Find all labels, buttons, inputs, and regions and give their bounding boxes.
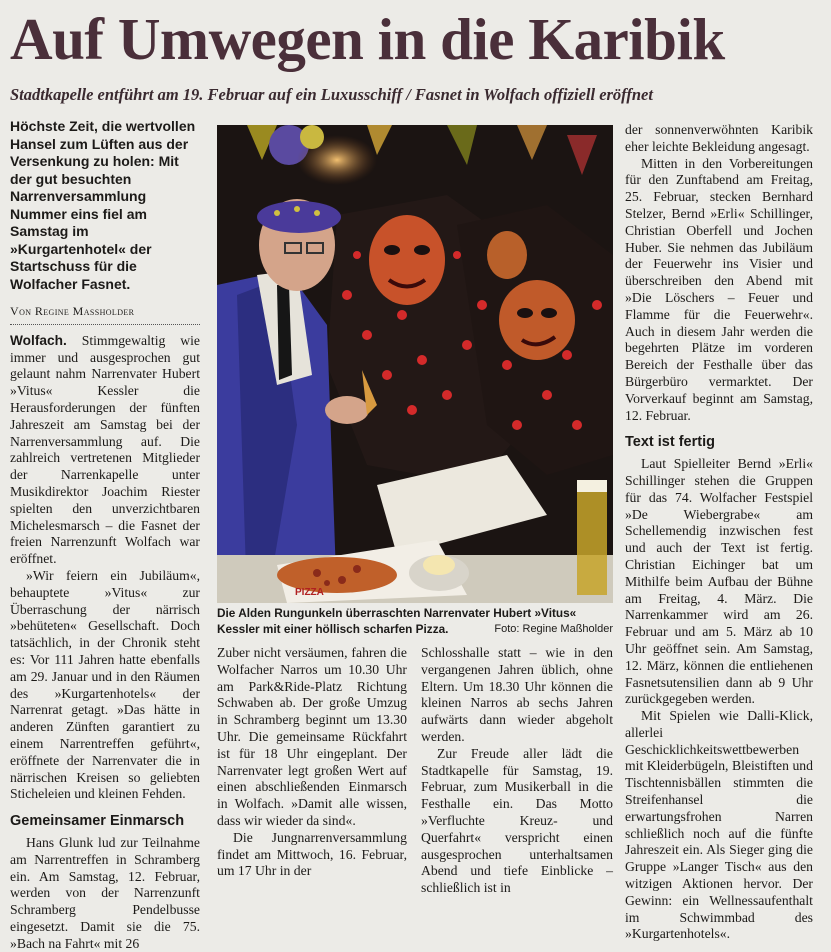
article-column-3 [421,645,613,897]
headline: Auf Umwegen in die Karibik [10,6,725,72]
paragraph: Schlosshalle statt – wie in den vergangenen Jahren üblich, ohne Eltern. Um 18.30 Uhr können die kleinen Narros ab sechs Jahren aufwärts dann wieder abgeholt werden. [421,645,613,744]
paragraph: der sonnenverwöhnten Karibik eher leichte Bekleidung angesagt. [625,122,813,154]
paragraph: Mitten in den Vorbereitungen für den Zunftabend am Freitag, 25. Februar, stecken Bernhard Stelzer, Bernd »Erli« Schillinger, Christian Oberfell und Jochen Huber. Sie nehmen das Jubiläum der Feuerwehr ins Visier und überschreiben den Abend mit »Die Löschers – Feuer und Flamme für die Feuerwehr«. Auch in diesem Jahr werden die begehrten Plätze im vorderen Bereich der Festhalle über das Bürgerbüro vermarktet. Der Vorverkauf beginnt am Samstag, 12. Februar. [625,155,813,423]
article-column-2 [217,645,407,880]
photo-illustration [217,125,613,603]
article-column-4 [625,122,813,943]
byline-author: Regine Massholder [34,304,135,318]
subheadline: Stadtkapelle entführt am 19. Februar auf ein Luxusschiff / Fasnet in Wolfach offiziell eröffnet [10,85,653,104]
paragraph: Die Jungnarrenversammlung findet am Mittwoch, 16. Februar, um 17 Uhr in der [217,829,407,879]
caption-text: Die Alden Rungunkeln überraschten Narrenvater Hubert »Vitus« Kessler mit einer höllisch scharfen Pizza. [217,606,577,636]
lead-paragraph: Höchste Zeit, die wertvollen Hansel zum Lüften aus der Versenkung zu holen: Mit der gut besuchten Narrenversammlung Nummer eins fiel am Samstag im »Kurgartenhotel« der Startschuss für die Wolfacher Fasnet. [10,118,196,292]
paragraph: Laut Spielleiter Bernd »Erli« Schillinger stehen die Gruppen für das 74. Wolfacher Festspiel »De Wiebergrabe« am Schellemendig inzwischen fest und auch der Text ist fertig. Christian Eichinger bat um Mithilfe beim Aufbau der Bühne am Freitag, 4. März. Die Narrenkammer wird am 26. Februar und am 5. März ab 10 Uhr geöffnet sein. Am Samstag, 12. März, können die entliehenen Fasnetsutensilien dann ab 9 Uhr zurückgegeben werden. [625,456,813,707]
section-heading: Text ist fertig [625,434,715,451]
byline [10,303,200,325]
article-column-1 [10,118,200,952]
paragraph: Zur Freude aller lädt die Stadtkapelle für Samstag, 19. Februar, zum Musikerball in die Festhalle ein. Das Motto »Verfluchte Kreuz- und Querfahrt« verspricht einen ausgesprochen unterhaltsamen Abend und tiefe Einblicke – schließlich ist in [421,745,613,896]
paragraph [10,333,200,568]
pizza-box-label: PIZZA [295,587,324,598]
byline-prefix: Von [10,304,32,318]
section-heading: Gemeinsamer Einmarsch [10,813,185,830]
article-photo [217,125,613,603]
paragraph: Hans Glunk lud zur Teilnahme am Narrentreffen in Schramberg ein. Am Samstag, 12. Februar, werden von der Narrenzunft Schramberg Pendelbusse eingesetzt. Damit sie die 75. »Bach na Fahrt« mit 26 [10,834,200,951]
dateline: Wolfach. [10,332,67,348]
photo-caption [217,605,613,637]
paragraph-text: Stimmgewaltig wie immer und ausgesprochen gut gelaunt nahm Narrenvater Hubert »Vitus« Kessler die Herausforderungen der fünften Jahreszeit am Samstag bei der Narrenversammlung auf. Die zahlreich vertretenen Mitglieder der Narrenkapelle unter Musikdirektor Joachim Riester spielten den unverzichtbaren Michelesmarsch – die Fasnet der freien Narrenzunft Wolfach war eröffnet. [10,332,201,567]
paragraph: Zuber nicht versäumen, fahren die Wolfacher Narros um 10.30 Uhr am Park&Ride-Platz Richtung Schwaben ab. Der große Umzug in Schramberg beginnt um 13.30 Uhr. Die gemeinsame Rückfahrt ist für 18 Uhr eingeplant. Der Narrenvater legt großen Wert auf einen abschließenden Einmarsch in Wolfach. »Damit alle wissen, dass wir wieder da sind«. [217,645,407,828]
paragraph: »Wir feiern ein Jubiläum«, behauptete »Vitus« zur Überraschung der närrisch »behüteten« Gesellschaft. Doch tatsächlich, in der Chronik steht es: Vor 111 Jahren hatte ebenfalls am 29. Januar und in den Räumen des »Kurgartenhotels« der Narrenrat getagt. »Das hätte in anderen Zünften garantiert zu einem Narrentreffen geführt«, eröffnete der Narrenvater die in närrischen Kreisen so geliebten Sticheleien und kleinen Fehden. [10,567,200,802]
paragraph: Mit Spielen wie Dalli-Klick, allerlei Geschicklichkeitswettbewerben mit Kleiderbügeln, Bleistiften und Tischtennisbällen stimmten die Streifenhansel die erwartungsfrohen Narren schließlich noch auf die fünfte Jahreszeit ein. Als Sieger ging die Gruppe »Langer Tisch« aus den witzigen Aktionen hervor. Der Gewinn: ein Wellnessaufenthalt im Schwimmbad des »Kurgartenhotels«. [625,708,813,942]
photo-credit: Foto: Regine Maßholder [494,623,613,635]
